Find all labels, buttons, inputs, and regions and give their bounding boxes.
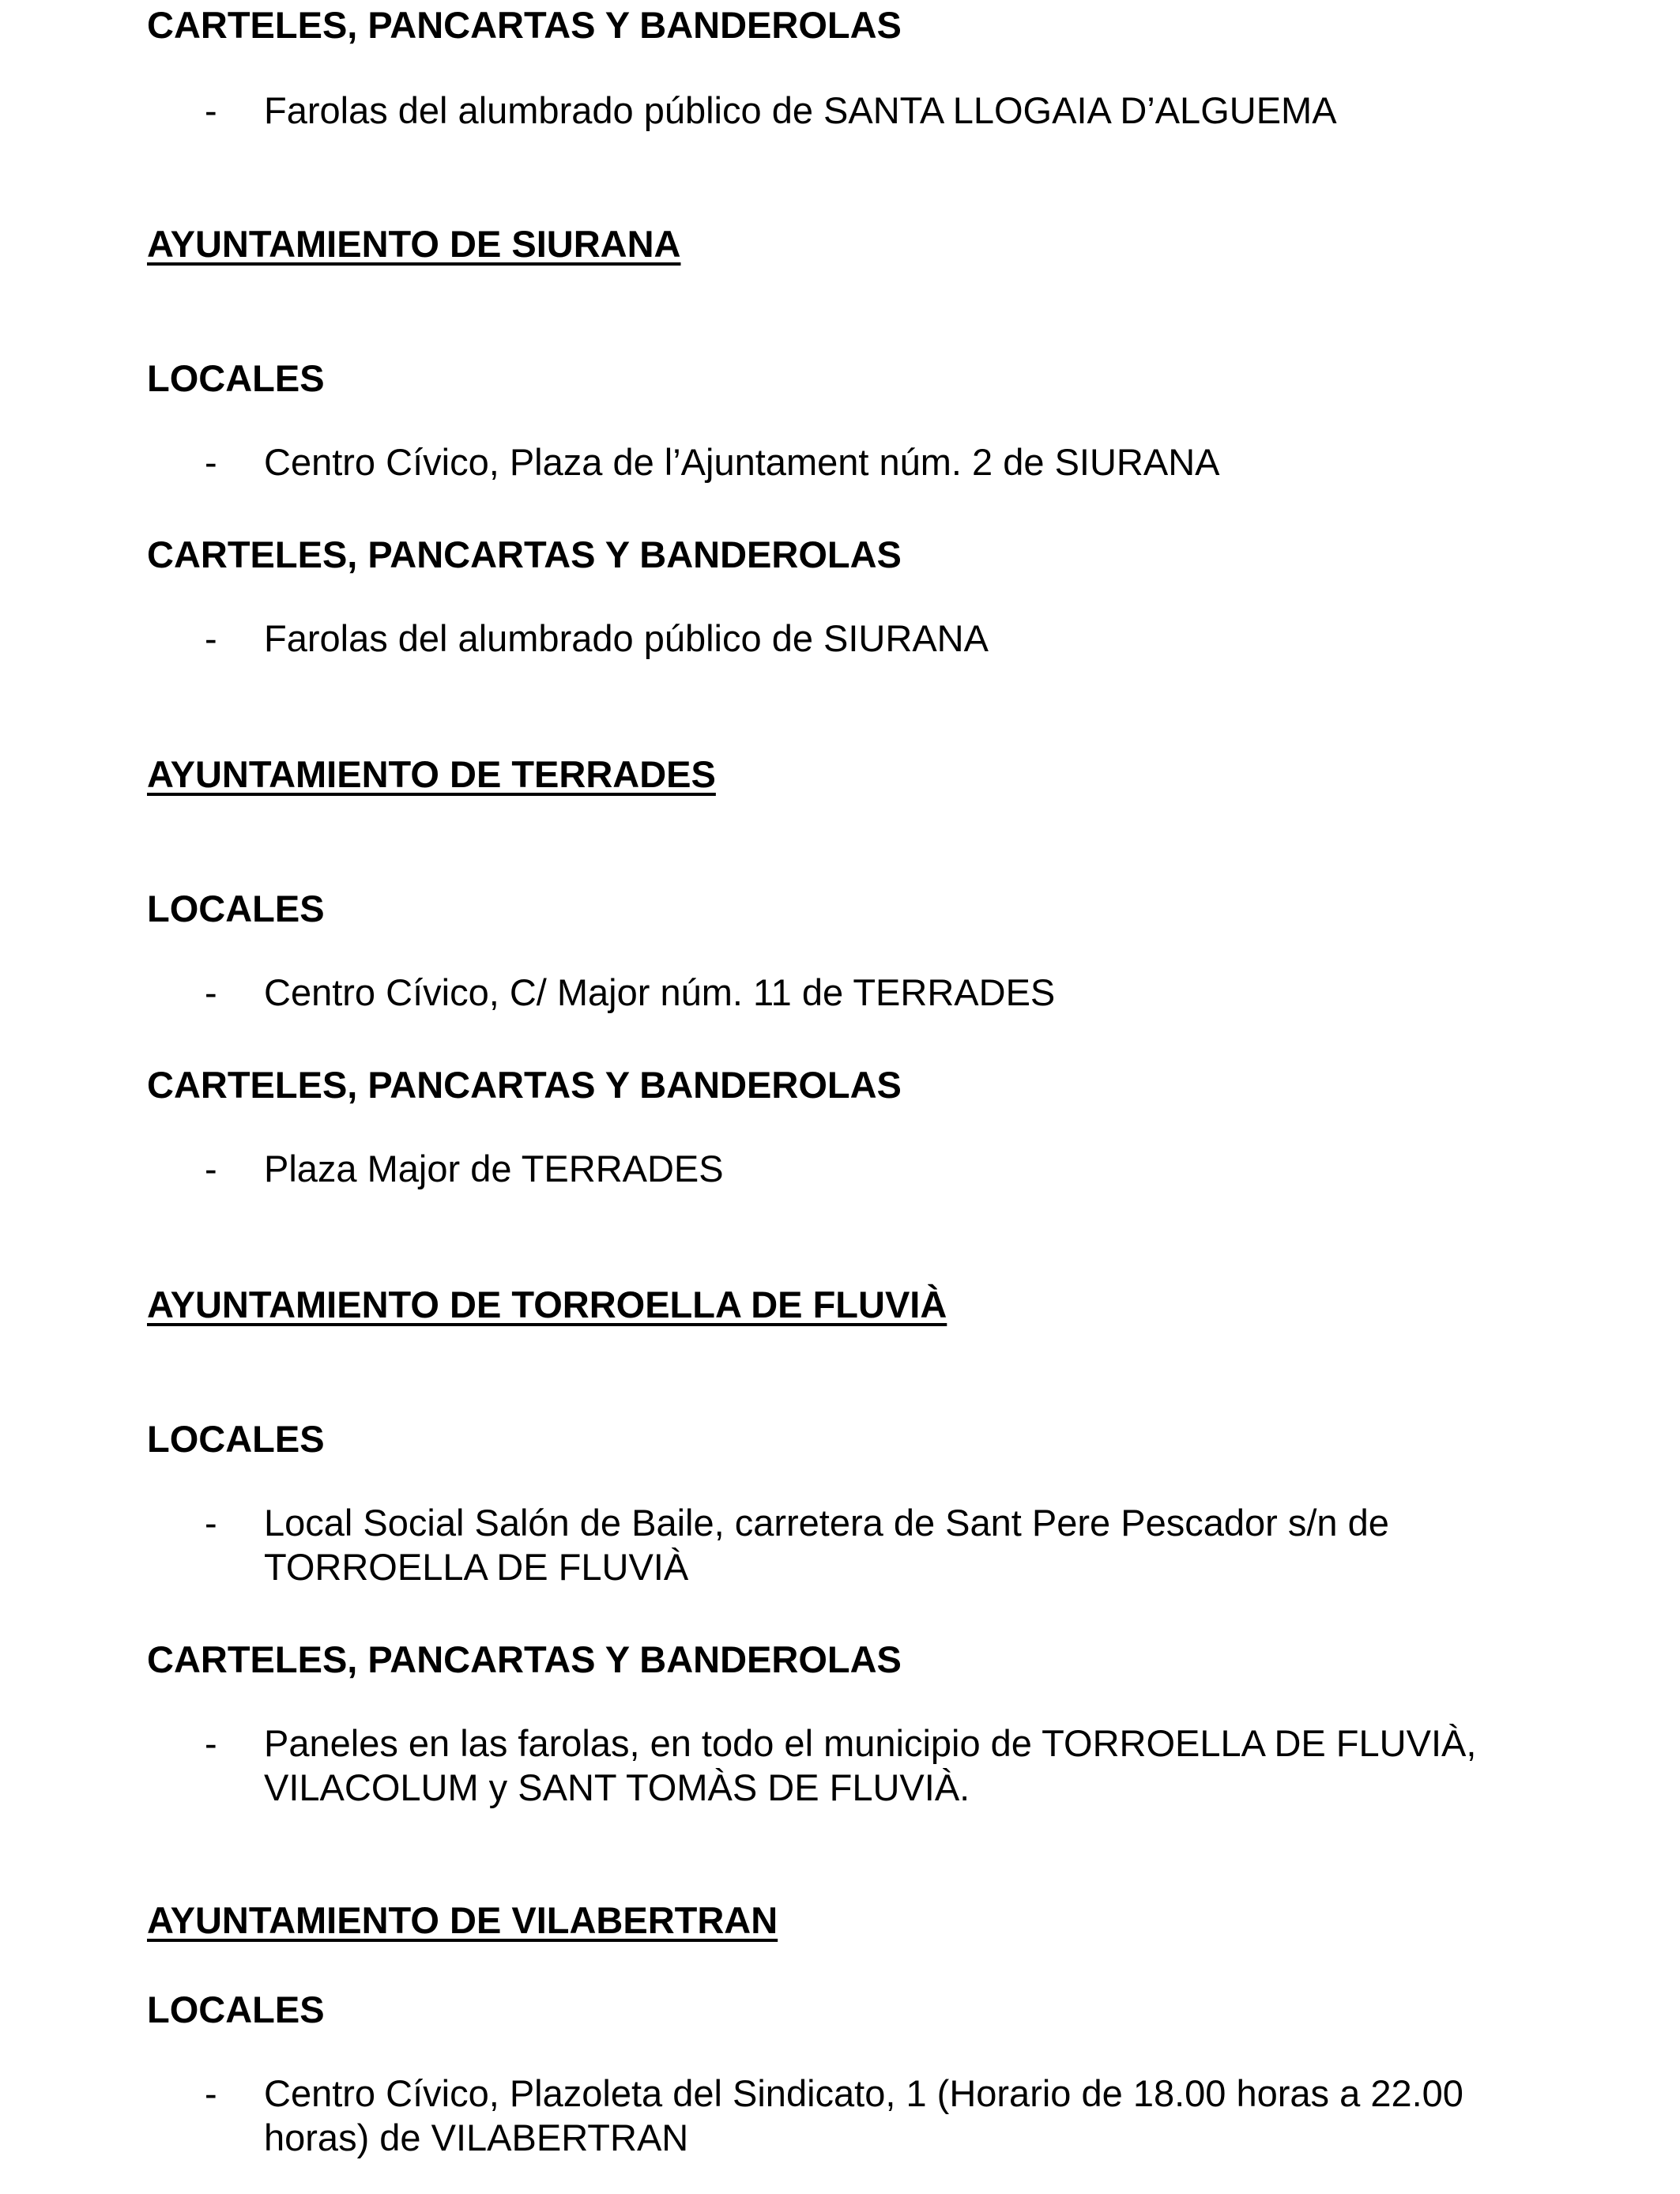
category-heading-locales: LOCALES (147, 357, 325, 399)
list-item-text: Local Social Salón de Baile, carretera de Sant Pere Pescador s/n de TORROELLA DE FLUVIÀ (264, 1502, 1389, 1588)
list-bullet: - (205, 2072, 217, 2114)
list-bullet: - (205, 89, 217, 131)
list-bullet: - (205, 1502, 217, 1544)
list-item-text: Centro Cívico, Plaza de l’Ajuntament núm. 2 de SIURANA (264, 441, 1220, 483)
municipality-heading-vilabertran: AYUNTAMIENTO DE VILABERTRAN (147, 1899, 778, 1941)
municipality-heading-torroella: AYUNTAMIENTO DE TORROELLA DE FLUVIÀ (147, 1284, 947, 1325)
list-item-text: Plaza Major de TERRADES (264, 1148, 724, 1189)
category-heading-carteles: CARTELES, PANCARTAS Y BANDEROLAS (147, 533, 902, 575)
list-item-text: Paneles en las farolas, en todo el municipio de TORROELLA DE FLUVIÀ, VILACOLUM y SANT TOMÀS DE FLUVIÀ. (264, 1722, 1477, 1808)
list-bullet: - (205, 1148, 217, 1189)
municipality-heading-siurana: AYUNTAMIENTO DE SIURANA (147, 223, 681, 265)
list-item-text: Centro Cívico, Plazoleta del Sindicato, 1 (Horario de 18.00 horas a 22.00 horas) de VILABERTRAN (264, 2072, 1463, 2158)
municipality-heading-terrades: AYUNTAMIENTO DE TERRADES (147, 753, 716, 795)
list-bullet: - (205, 441, 217, 483)
category-heading-locales: LOCALES (147, 1418, 325, 1460)
list-item-text: Farolas del alumbrado público de SIURANA (264, 617, 989, 659)
list-bullet: - (205, 617, 217, 659)
category-heading-locales: LOCALES (147, 888, 325, 929)
list-item-text: Farolas del alumbrado público de SANTA LLOGAIA D’ALGUEMA (264, 89, 1337, 131)
list-bullet: - (205, 971, 217, 1013)
category-heading-carteles: CARTELES, PANCARTAS Y BANDEROLAS (147, 1638, 902, 1680)
category-heading-carteles: CARTELES, PANCARTAS Y BANDEROLAS (147, 1064, 902, 1106)
list-bullet: - (205, 1722, 217, 1764)
list-item-text: Centro Cívico, C/ Major núm. 11 de TERRADES (264, 971, 1056, 1013)
category-heading-carteles: CARTELES, PANCARTAS Y BANDEROLAS (147, 4, 902, 46)
category-heading-locales: LOCALES (147, 1989, 325, 2030)
